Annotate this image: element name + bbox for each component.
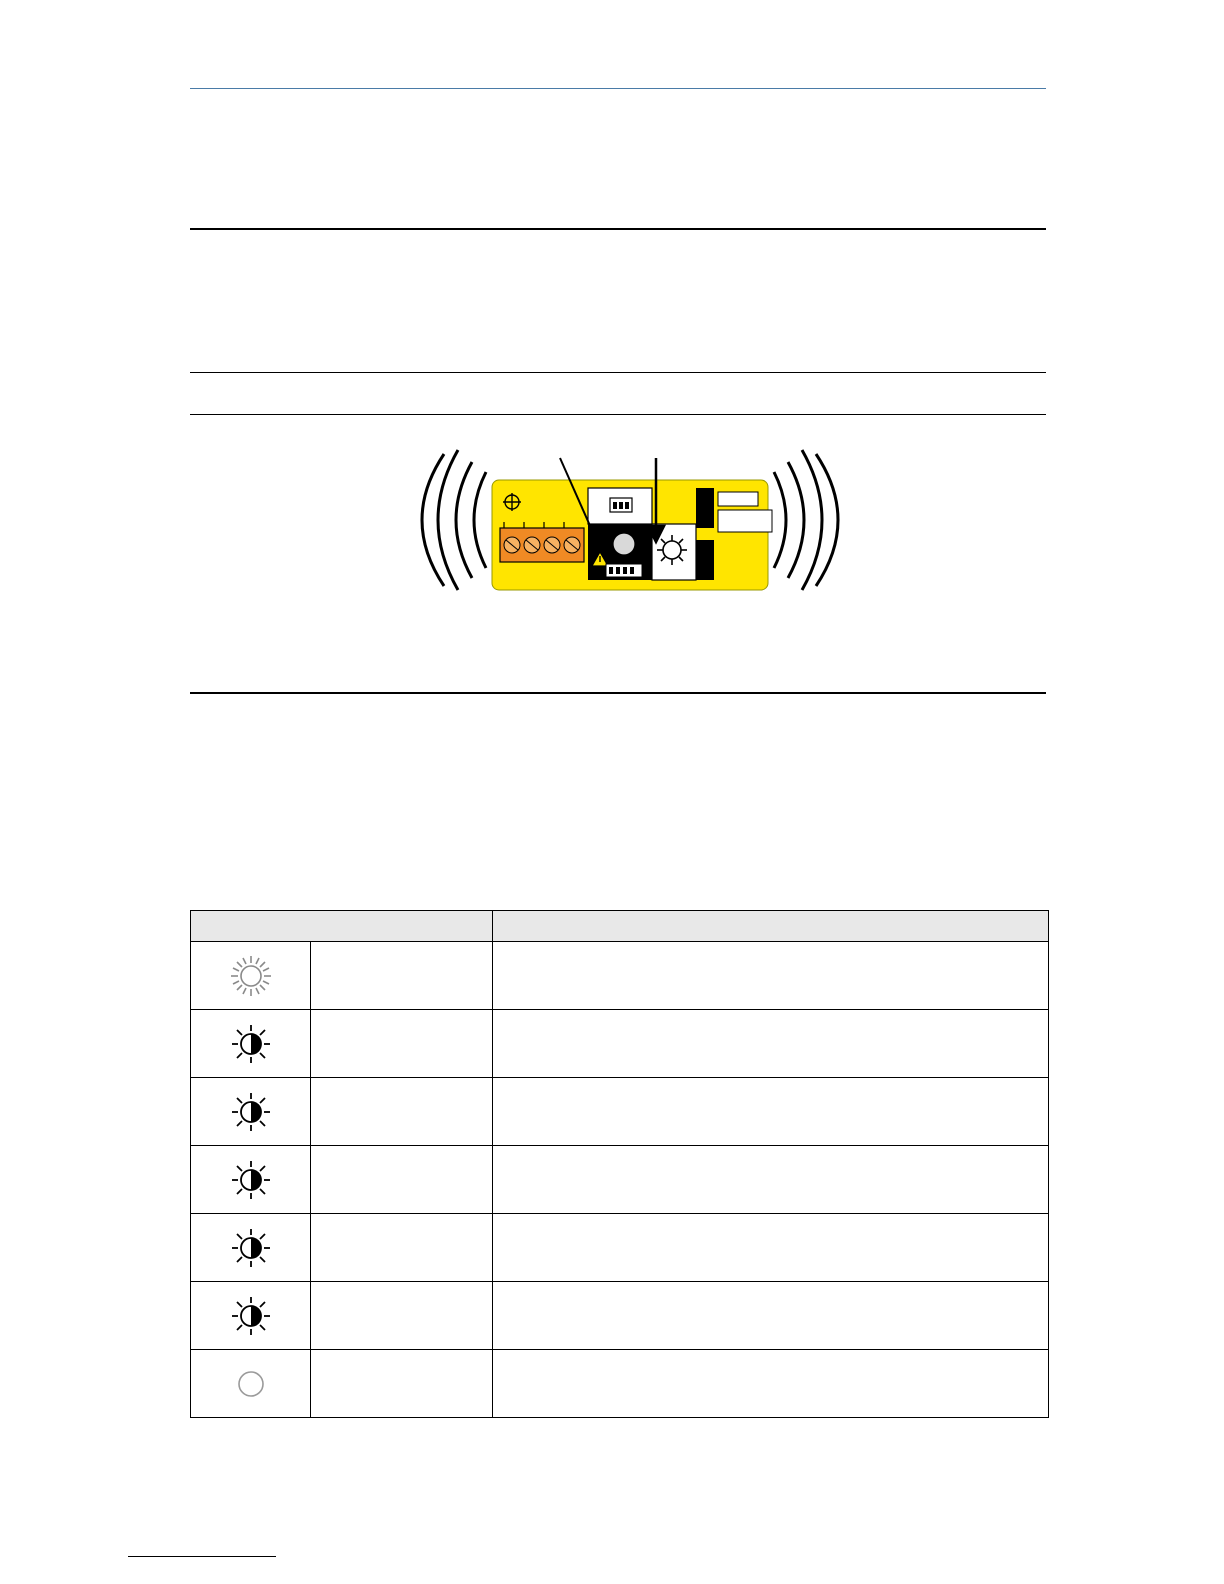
table-row	[191, 1214, 1049, 1282]
table-row	[191, 1146, 1049, 1214]
table-row	[191, 942, 1049, 1010]
table-row	[191, 1078, 1049, 1146]
led-description-cell	[493, 1282, 1049, 1350]
led-state-cell	[311, 1010, 493, 1078]
table-row	[191, 1350, 1049, 1418]
led-icon-cell	[191, 1010, 311, 1078]
led-icon-cell	[191, 1350, 311, 1418]
section-rule-3	[190, 414, 1046, 415]
led-state-cell	[311, 1214, 493, 1282]
led-blinking-icon	[191, 1289, 310, 1343]
led-blinking-icon	[191, 1153, 310, 1207]
led-state-cell	[311, 1282, 493, 1350]
led-state-cell	[311, 1350, 493, 1418]
section-rule-2	[190, 372, 1046, 373]
column-header-description	[493, 911, 1049, 942]
table-row	[191, 1010, 1049, 1078]
led-state-table	[190, 910, 1049, 1418]
led-off-icon	[191, 1357, 310, 1411]
header-accent-rule	[190, 88, 1046, 89]
led-blinking-icon	[191, 1017, 310, 1071]
led-state-cell	[311, 1146, 493, 1214]
led-on-bright-icon	[191, 949, 310, 1003]
led-description-cell	[493, 1214, 1049, 1282]
section-rule-1	[190, 228, 1046, 230]
led-state-cell	[311, 942, 493, 1010]
led-blinking-icon	[191, 1085, 310, 1139]
led-description-cell	[493, 1146, 1049, 1214]
led-description-cell	[493, 1010, 1049, 1078]
led-state-cell	[311, 1078, 493, 1146]
led-description-cell	[493, 1350, 1049, 1418]
table-header-row	[191, 911, 1049, 942]
led-icon-cell	[191, 942, 311, 1010]
section-rule-4	[190, 692, 1046, 694]
table-row	[191, 1282, 1049, 1350]
led-blinking-icon	[191, 1221, 310, 1275]
led-description-cell	[493, 942, 1049, 1010]
led-icon-cell	[191, 1078, 311, 1146]
led-icon-cell	[191, 1282, 311, 1350]
column-header-state	[191, 911, 493, 942]
led-icon-cell	[191, 1146, 311, 1214]
led-description-cell	[493, 1078, 1049, 1146]
led-icon-cell	[191, 1214, 311, 1282]
footnote-rule	[128, 1556, 276, 1557]
wireless-module-led-figure	[400, 440, 860, 650]
